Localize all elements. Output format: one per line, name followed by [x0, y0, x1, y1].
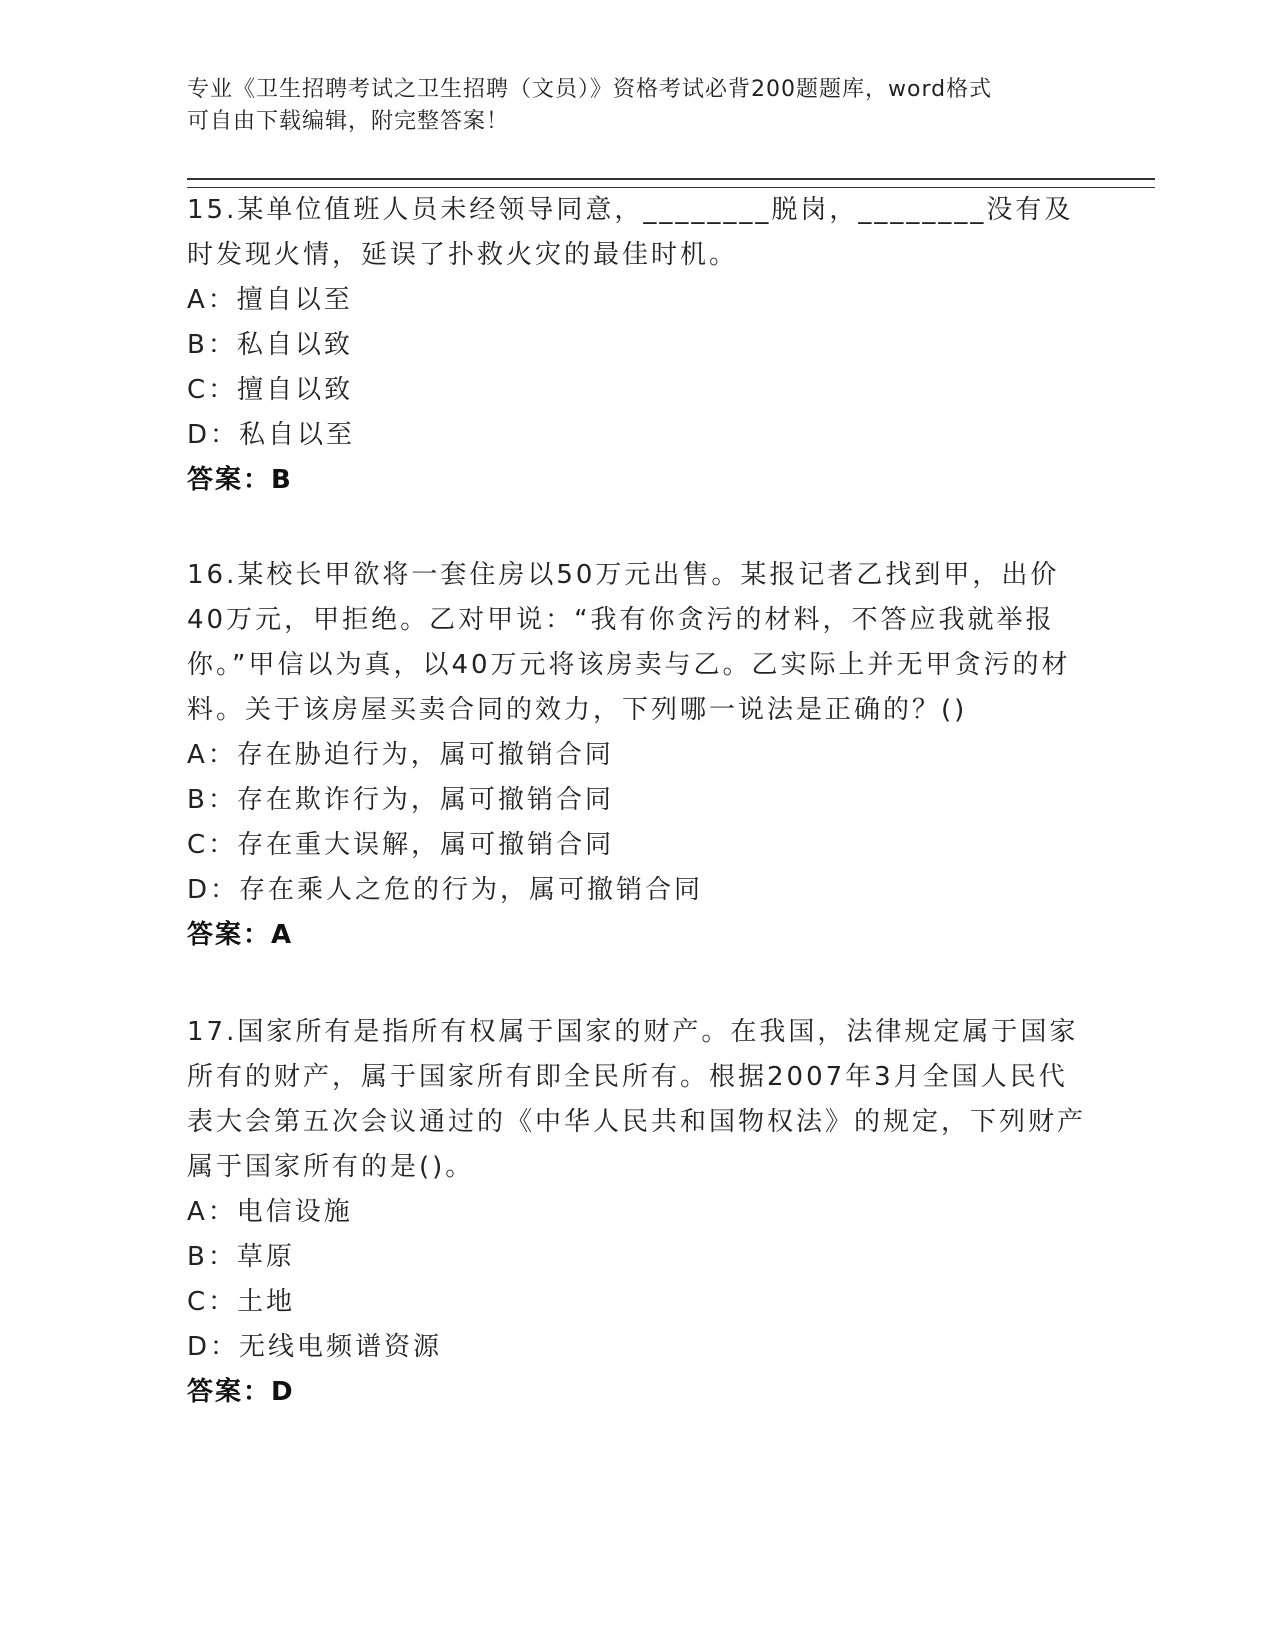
option-d: D：私自以至	[187, 420, 356, 450]
option-a: A：电信设施	[187, 1197, 353, 1227]
question-16	[187, 553, 1087, 958]
option-d: D：无线电频谱资源	[187, 1332, 443, 1362]
option-b: B：私自以致	[187, 330, 353, 360]
answer: 答案：B	[187, 465, 293, 495]
option-c: C：土地	[187, 1287, 296, 1317]
option-a: A：存在胁迫行为，属可撤销合同	[187, 740, 614, 770]
question-stem: 16.某校长甲欲将一套住房以50万元出售。某报记者乙找到甲，出价40万元，甲拒绝。乙对甲说：“我有你贪污的材料，不答应我就举报你。”甲信以为真，以40万元将该房卖与乙。乙实际上并无甲贪污的材料。关于该房屋买卖合同的效力，下列哪一说法是正确的？()	[187, 560, 1071, 725]
answer: 答案：A	[187, 920, 294, 950]
option-a: A：擅自以至	[187, 285, 353, 315]
header-divider	[187, 178, 1155, 188]
question-17	[187, 1010, 1087, 1415]
header-line-1: 专业《卫生招聘考试之卫生招聘（文员）》资格考试必背200题题库，word格式	[187, 77, 993, 102]
answer: 答案：D	[187, 1377, 295, 1407]
question-stem: 17.国家所有是指所有权属于国家的财产。在我国，法律规定属于国家所有的财产，属于国家所有即全民所有。根据2007年3月全国人民代表大会第五次会议通过的《中华人民共和国物权法》的规定，下列财产属于国家所有的是()。	[187, 1017, 1087, 1182]
header-line-2: 可自由下载编辑，附完整答案！	[187, 109, 510, 134]
option-b: B：草原	[187, 1242, 295, 1272]
option-d: D：存在乘人之危的行为，属可撤销合同	[187, 875, 704, 905]
question-15	[187, 188, 1087, 503]
option-c: C：存在重大误解，属可撤销合同	[187, 830, 615, 860]
option-c: C：擅自以致	[187, 375, 354, 405]
option-b: B：存在欺诈行为，属可撤销合同	[187, 785, 614, 815]
question-stem: 15.某单位值班人员未经领导同意，________脱岗，________没有及时发现火情，延误了扑救火灾的最佳时机。	[187, 195, 1074, 270]
document-header	[187, 74, 1067, 138]
